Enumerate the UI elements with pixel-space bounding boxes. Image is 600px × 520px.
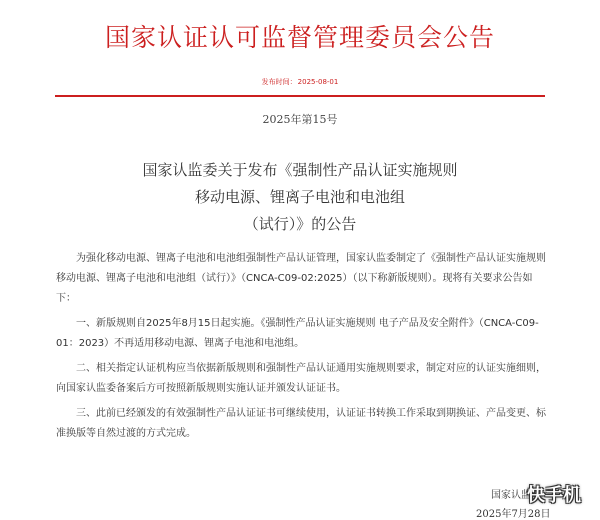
publish-date: 2025-08-01 (297, 78, 339, 86)
signer: 国家认监委 (491, 490, 541, 501)
notice-title-line-1: 国家认监委关于发布《强制性产品认证实施规则 (142, 161, 458, 179)
document-number: 2025年第15号 (262, 113, 338, 126)
clause-3: 三、此前已经颁发的有效强制性产品认证证书可继续使用，认证证书转换工作采取到期换证、产品变更、标准换版等自然过渡的方式完成。 (56, 408, 546, 439)
page-header-title: 国家认证认可监督管理委员会公告 (104, 23, 495, 52)
publish-time-label: 发布时间： (261, 78, 297, 86)
notice-title (0, 157, 600, 238)
clause-1: 一、新版规则自2025年8月15日起实施。《强制性产品认证实施规则 电子产品及安全附件》（CNCA-C09-01：2023）不再适用移动电源、锂离子电池和电池组。 (56, 318, 539, 349)
intro-paragraph: 为强化移动电源、锂离子电池和电池组强制性产品认证管理，国家认监委制定了《强制性产品认证实施规则 移动电源、锂离子电池和电池组（试行）》（CNCA-C09-02:2025）（以下称新版规则）。现将有关要求公告如下： (56, 253, 546, 304)
notice-title-line-2: 移动电源、锂离子电池和电池组 (194, 188, 405, 206)
watermark-logo: 快手机 (527, 485, 581, 506)
publish-time (0, 77, 600, 87)
notice-body (56, 249, 552, 449)
header-divider (55, 95, 545, 97)
notice-title-line-3: （试行）》的公告 (243, 215, 357, 233)
clause-2: 二、相关指定认证机构应当依据新版规则和强制性产品认证通用实施规则要求，制定对应的认证实施细则，向国家认监委备案后方可按照新版规则实施认证并颁发认证证书。 (56, 363, 546, 394)
signature-date: 2025年7月28日 (476, 509, 551, 520)
